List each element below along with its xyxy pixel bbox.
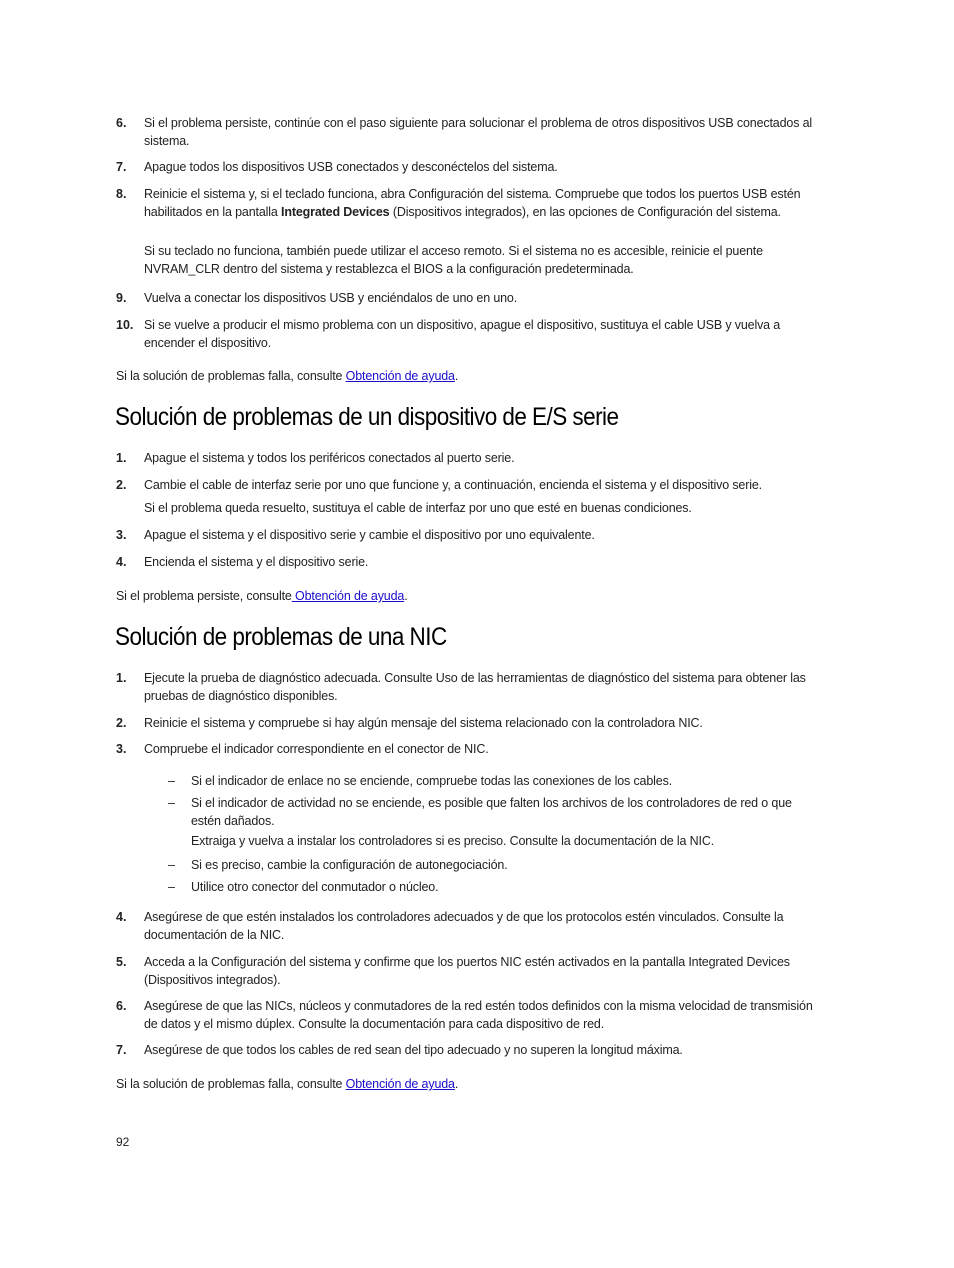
step-text: Reinicie el sistema y compruebe si hay algún mensaje del sistema relacionado con la controladora NIC. (144, 716, 703, 730)
note-end: . (404, 589, 408, 603)
step-number: 9. (116, 291, 127, 305)
step-text: Cambie el cable de interfaz serie por uno que funcione y, a continuación, encienda el sistema y el dispositivo serie. (144, 478, 762, 492)
note-text: Si la solución de problemas falla, consulte (116, 369, 346, 383)
step-number: 4. (116, 555, 127, 569)
page-number: 92 (116, 1135, 130, 1149)
sub-item-text: Utilice otro conector del conmutador o núcleo. (191, 880, 439, 894)
step-number: 2. (116, 716, 127, 730)
step-text-a: Reinicie el sistema y, si el teclado funciona, abra Configuración del sistema. Compruebe que todos los puertos USB estén habilitados en la pantalla (144, 187, 801, 219)
note-text: Si el problema persiste, consulte (116, 589, 292, 603)
step-text: Ejecute la prueba de diagnóstico adecuada. Consulte Uso de las herramientas de diagnóstico del sistema para obtener las pruebas de diagnóstico disponibles. (144, 671, 806, 703)
help-link[interactable]: Obtención de ayuda (345, 1077, 455, 1091)
step-text: Compruebe el indicador correspondiente en el conector de NIC. (144, 742, 489, 756)
step-text: Encienda el sistema y el dispositivo serie. (144, 555, 369, 569)
step-text: Si se vuelve a producir el mismo problema con un dispositivo, apague el dispositivo, sustituya el cable USB y vuelva a encender el dispositivo. (144, 318, 781, 350)
step-number: 6. (116, 999, 127, 1013)
help-note (116, 1076, 816, 1094)
dash-bullet: – (168, 880, 175, 894)
dash-bullet: – (168, 774, 175, 788)
help-note (116, 368, 816, 386)
note-end: . (454, 1077, 459, 1091)
help-note (116, 588, 816, 606)
step-number: 6. (116, 116, 127, 130)
step-number: 10. (116, 318, 134, 332)
step-number: 1. (116, 671, 127, 685)
step-text: Asegúrese de que todos los cables de red sean del tipo adecuado y no superen la longitud máxima. (144, 1043, 683, 1057)
step-number: 7. (116, 1043, 127, 1057)
step-number: 3. (116, 742, 127, 756)
step-text: Si el problema persiste, continúe con el paso siguiente para solucionar el problema de otros dispositivos USB conectados al sistema. (144, 116, 813, 148)
integrated-devices-label: Integrated Devices (281, 204, 390, 219)
step-number: 2. (116, 478, 127, 492)
dash-bullet: – (168, 796, 175, 810)
step-number: 7. (116, 160, 127, 174)
step-text: Apague el sistema y el dispositivo serie y cambie el dispositivo por uno equivalente. (144, 528, 595, 542)
sub-item-text: Si el indicador de enlace no se enciende, compruebe todas las conexiones de los cables. (191, 774, 673, 788)
step-number: 5. (116, 955, 127, 969)
help-link[interactable]: Obtención de ayuda (345, 369, 455, 383)
step-text: Apague todos los dispositivos USB conectados y desconéctelos del sistema. (144, 160, 558, 174)
note-end: . (454, 369, 459, 383)
step-text: Apague el sistema y todos los periféricos conectados al puerto serie. (144, 451, 515, 465)
sub-item-text: Si el indicador de actividad no se enciende, es posible que falten los archivos de los controladores de red o que estén dañados. (191, 796, 792, 828)
step-number: 4. (116, 910, 127, 924)
step-extra-text: Si su teclado no funciona, también puede utilizar el acceso remoto. Si el sistema no es accesible, reinicie el puente NVRAM_CLR dentro del sistema y restablezca el BIOS a la configuración predeterminada. (144, 244, 763, 276)
section-heading-serial: Solución de problemas de un dispositivo de E/S serie (115, 403, 619, 431)
step-number: 1. (116, 451, 127, 465)
step-extra-text: Si el problema queda resuelto, sustituya el cable de interfaz por uno que esté en buenas condiciones. (144, 501, 692, 515)
note-text: Si la solución de problemas falla, consulte (116, 1077, 346, 1091)
help-link[interactable]: Obtención de ayuda (291, 589, 405, 603)
step-text: Asegúrese de que estén instalados los controladores adecuados y de que los protocolos estén vinculados. Consulte la documentación de la NIC. (144, 910, 784, 942)
step-number: 3. (116, 528, 127, 542)
step-text: Acceda a la Configuración del sistema y confirme que los puertos NIC estén activados en la pantalla Integrated Devices (Dispositivos integrados). (144, 955, 790, 987)
section-heading-nic: Solución de problemas de una NIC (115, 623, 447, 651)
step-number: 8. (116, 187, 127, 201)
step-text-b: (Dispositivos integrados), en las opciones de Configuración del sistema. (389, 204, 781, 219)
sub-item-extra: Extraiga y vuelva a instalar los controladores si es preciso. Consulte la documentación de la NIC. (191, 834, 715, 848)
sub-item-text: Si es preciso, cambie la configuración de autonegociación. (191, 858, 508, 872)
step-text (144, 186, 814, 221)
step-text: Asegúrese de que las NICs, núcleos y conmutadores de la red estén todos definidos con la misma velocidad de transmisión de datos y el mismo dúplex. Consulte la documentación para cada dispositivo de red. (144, 999, 813, 1031)
step-text: Vuelva a conectar los dispositivos USB y enciéndalos de uno en uno. (144, 291, 518, 305)
dash-bullet: – (168, 858, 175, 872)
